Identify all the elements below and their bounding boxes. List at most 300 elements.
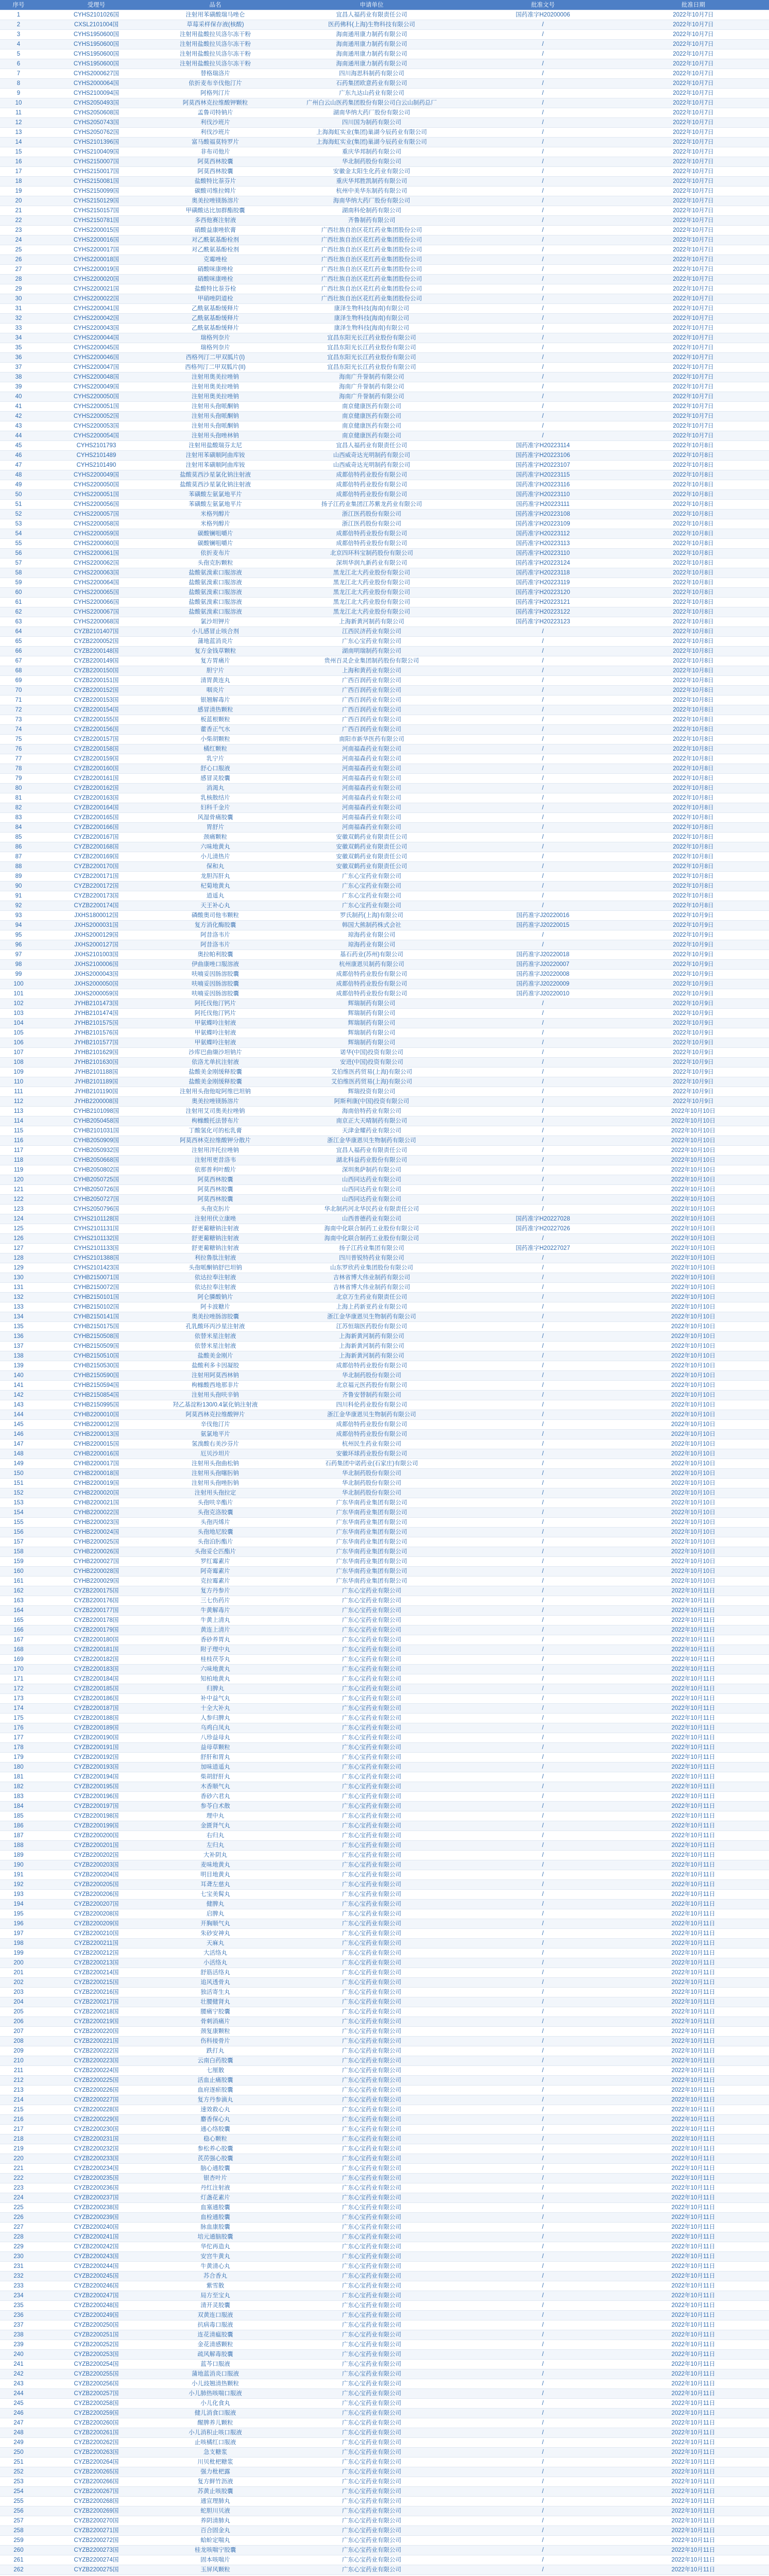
cell-approval-no: / (468, 1146, 618, 1156)
cell-approval-date: 2022年10月11日 (618, 2301, 769, 2311)
cell-approval-no: / (468, 2320, 618, 2330)
table-row (0, 177, 769, 187)
cell-acceptance-no: CYHS1950600国 (37, 30, 156, 40)
cell-approval-date: 2022年10月11日 (618, 2516, 769, 2526)
cell-approval-no: / (468, 382, 618, 392)
cell-approval-no: / (468, 206, 618, 216)
cell-approval-date: 2022年10月11日 (618, 2399, 769, 2409)
table-row (0, 216, 769, 226)
cell-approval-date: 2022年10月9日 (618, 1097, 769, 1107)
cell-product-name: 小儿消积止咳口服液 (156, 2428, 275, 2438)
table-row (0, 2281, 769, 2291)
cell-approval-date: 2022年10月10日 (618, 1322, 769, 1332)
cell-applicant: 广东心宝药业有限公司 (275, 2487, 468, 2497)
cell-product-name: 头孢哌酮钠舒巴坦钠 (156, 1263, 275, 1273)
cell-seq: 63 (0, 617, 37, 627)
cell-acceptance-no: CYHS2101128国 (37, 1214, 156, 1224)
cell-acceptance-no: CYHS2050608国 (37, 108, 156, 118)
cell-applicant: 南阳市新华医药有限公司 (275, 735, 468, 744)
cell-applicant: 河南福森药业有限公司 (275, 784, 468, 793)
cell-approval-date: 2022年10月11日 (618, 2017, 769, 2027)
cell-product-name: 止咳橘红口服液 (156, 2438, 275, 2448)
cell-acceptance-no: CYZB2200175国 (37, 1586, 156, 1596)
cell-seq: 193 (0, 1890, 37, 1900)
cell-approval-no: / (468, 1097, 618, 1107)
cell-seq: 21 (0, 206, 37, 216)
table-row (0, 402, 769, 412)
cell-approval-no: / (468, 1909, 618, 1919)
cell-approval-date: 2022年10月11日 (618, 2477, 769, 2487)
cell-acceptance-no: CYHB2200022国 (37, 1508, 156, 1518)
cell-applicant: 山西同达药业有限公司 (275, 1195, 468, 1205)
cell-approval-no: / (468, 177, 618, 187)
cell-product-name: 归脾丸 (156, 1684, 275, 1694)
cell-approval-date: 2022年10月7日 (618, 59, 769, 69)
table-row (0, 196, 769, 206)
table-row (0, 2301, 769, 2311)
cell-applicant: 广东心宝药业有限公司 (275, 2516, 468, 2526)
cell-acceptance-no: CYHB2150995国 (37, 1400, 156, 1410)
cell-approval-date: 2022年10月10日 (618, 1224, 769, 1234)
cell-seq: 216 (0, 2115, 37, 2125)
cell-seq: 156 (0, 1528, 37, 1537)
table-row (0, 2027, 769, 2037)
cell-seq: 120 (0, 1175, 37, 1185)
cell-product-name: 舒更葡糖钠注射液 (156, 1244, 275, 1253)
cell-seq: 248 (0, 2428, 37, 2438)
table-row (0, 1439, 769, 1449)
cell-acceptance-no: CYHS2200042国 (37, 314, 156, 324)
cell-approval-date: 2022年10月11日 (618, 2095, 769, 2105)
cell-acceptance-no: JYHB2101473国 (37, 999, 156, 1009)
cell-approval-no: 国药准字H20223120 (468, 588, 618, 598)
cell-approval-date: 2022年10月8日 (618, 735, 769, 744)
cell-approval-date: 2022年10月11日 (618, 1811, 769, 1821)
cell-product-name: 感冒清热颗粒 (156, 705, 275, 715)
table-row (0, 1704, 769, 1714)
cell-applicant: 广东心宝药业有限公司 (275, 2262, 468, 2272)
cell-approval-no: / (468, 1410, 618, 1420)
cell-approval-no: 国药准字H20223106 (468, 451, 618, 461)
cell-approval-date: 2022年10月7日 (618, 147, 769, 157)
cell-seq: 145 (0, 1420, 37, 1430)
cell-acceptance-no: CYZB2200196国 (37, 1792, 156, 1802)
cell-approval-date: 2022年10月11日 (618, 2115, 769, 2125)
cell-acceptance-no: CYZB2200157国 (37, 735, 156, 744)
cell-product-name: 连花清瘟胶囊 (156, 2330, 275, 2340)
cell-product-name: 橘红颗粒 (156, 744, 275, 754)
cell-approval-no: / (468, 1537, 618, 1547)
cell-product-name: 华佗再造丸 (156, 2242, 275, 2252)
cell-approval-no: / (468, 2418, 618, 2428)
cell-approval-date: 2022年10月8日 (618, 510, 769, 519)
cell-acceptance-no: CYZB2200192国 (37, 1753, 156, 1762)
cell-product-name: 麝香保心丸 (156, 2115, 275, 2125)
cell-approval-no: / (468, 1351, 618, 1361)
cell-acceptance-no: CYZB2200168国 (37, 842, 156, 852)
cell-seq: 35 (0, 343, 37, 353)
cell-seq: 40 (0, 392, 37, 402)
cell-applicant: 黑龙江北大药业股份有限公司 (275, 598, 468, 607)
cell-approval-no: 国药准字H20227026 (468, 1224, 618, 1234)
cell-product-name: 氨氯地平片 (156, 1430, 275, 1439)
cell-acceptance-no: CYHS2200018国 (37, 255, 156, 265)
cell-acceptance-no: CYZB2200245国 (37, 2272, 156, 2281)
cell-applicant: 黑龙江北大药业股份有限公司 (275, 568, 468, 578)
cell-seq: 101 (0, 989, 37, 999)
cell-product-name: 注射用头孢噻肟钠 (156, 1469, 275, 1479)
cell-applicant: 宜昌东阳光长江药业股份有限公司 (275, 333, 468, 343)
cell-acceptance-no: CYZB2200148国 (37, 647, 156, 656)
cell-acceptance-no: CYZB2200156国 (37, 725, 156, 735)
cell-approval-date: 2022年10月10日 (618, 1488, 769, 1498)
table-row (0, 255, 769, 265)
cell-seq: 163 (0, 1596, 37, 1606)
cell-approval-no: / (468, 255, 618, 265)
cell-approval-date: 2022年10月11日 (618, 2291, 769, 2301)
cell-product-name: 胃舒片 (156, 823, 275, 833)
table-row (0, 989, 769, 999)
cell-applicant: 广东心宝药业有限公司 (275, 1811, 468, 1821)
cell-acceptance-no: CYHB2150594国 (37, 1381, 156, 1391)
cell-applicant: 广东心宝药业有限公司 (275, 901, 468, 911)
cell-approval-date: 2022年10月11日 (618, 2242, 769, 2252)
table-row (0, 2477, 769, 2487)
cell-approval-date: 2022年10月10日 (618, 1439, 769, 1449)
cell-approval-no: / (468, 1312, 618, 1322)
table-row (0, 2134, 769, 2144)
cell-acceptance-no: CYZB2200158国 (37, 744, 156, 754)
cell-product-name: 米格列醇片 (156, 510, 275, 519)
cell-product-name: 头孢地尼胶囊 (156, 1528, 275, 1537)
cell-seq: 245 (0, 2399, 37, 2409)
cell-applicant: 成都倍特药业股份有限公司 (275, 470, 468, 480)
cell-applicant: 琼海药业有限公司 (275, 930, 468, 940)
cell-applicant: 广西百润药业有限公司 (275, 715, 468, 725)
cell-product-name: 头孢泊肟酯片 (156, 1537, 275, 1547)
cell-acceptance-no: JYHB2200008国 (37, 1097, 156, 1107)
table-row (0, 784, 769, 793)
cell-applicant: 广东心宝药业有限公司 (275, 1792, 468, 1802)
table-row (0, 1782, 769, 1792)
cell-approval-no: / (468, 647, 618, 656)
cell-applicant: 广东心宝药业有限公司 (275, 2379, 468, 2389)
cell-approval-no: / (468, 1332, 618, 1342)
cell-approval-no: / (468, 813, 618, 823)
cell-seq: 7 (0, 69, 37, 79)
cell-approval-no: / (468, 2350, 618, 2360)
cell-approval-date: 2022年10月7日 (618, 40, 769, 49)
table-row (0, 363, 769, 372)
cell-approval-no: / (468, 2262, 618, 2272)
cell-acceptance-no: CYZB2200213国 (37, 1958, 156, 1968)
cell-seq: 186 (0, 1821, 37, 1831)
table-row (0, 2105, 769, 2115)
cell-approval-date: 2022年10月10日 (618, 1302, 769, 1312)
cell-applicant: 黑龙江北大药业股份有限公司 (275, 588, 468, 598)
cell-acceptance-no: CYHS2200057国 (37, 510, 156, 519)
table-row (0, 235, 769, 245)
cell-product-name: 右归丸 (156, 1831, 275, 1841)
cell-applicant: 广东心宝药业有限公司 (275, 2477, 468, 2487)
cell-approval-no: / (468, 1058, 618, 1067)
cell-seq: 65 (0, 637, 37, 647)
cell-approval-no: / (468, 1625, 618, 1635)
cell-approval-date: 2022年10月11日 (618, 2526, 769, 2536)
cell-acceptance-no: CYHS2200046国 (37, 353, 156, 363)
table-row (0, 108, 769, 118)
cell-approval-date: 2022年10月10日 (618, 1508, 769, 1518)
cell-seq: 43 (0, 421, 37, 431)
table-row (0, 324, 769, 333)
cell-acceptance-no: CYZB2200221国 (37, 2037, 156, 2046)
table-row (0, 10, 769, 20)
cell-approval-no: / (468, 803, 618, 813)
cell-product-name: 奥美拉唑镁肠溶片 (156, 196, 275, 206)
table-row (0, 2223, 769, 2232)
cell-acceptance-no: JYHB2101189国 (37, 1077, 156, 1087)
cell-approval-date: 2022年10月11日 (618, 2536, 769, 2546)
cell-product-name: 注射用盐酸瑞芬太尼 (156, 441, 275, 451)
cell-product-name: 健脾丸 (156, 1900, 275, 1909)
cell-product-name: 抗病毒口服液 (156, 2320, 275, 2330)
cell-approval-date: 2022年10月8日 (618, 617, 769, 627)
cell-applicant: 广东心宝药业有限公司 (275, 2350, 468, 2360)
table-row (0, 226, 769, 235)
cell-approval-date: 2022年10月9日 (618, 1058, 769, 1067)
cell-applicant: 北京万生药业有限责任公司 (275, 1293, 468, 1302)
cell-approval-no: 国药准字H20223110 (468, 490, 618, 500)
cell-approval-no: / (468, 1439, 618, 1449)
cell-seq: 55 (0, 539, 37, 549)
cell-approval-date: 2022年10月11日 (618, 2389, 769, 2399)
cell-applicant: 广东心宝药业有限公司 (275, 1851, 468, 1860)
cell-acceptance-no: CYZB2200200国 (37, 1831, 156, 1841)
cell-product-name: 盐酸利多卡因凝胶 (156, 1361, 275, 1371)
cell-applicant: 深圳奥萨制药有限公司 (275, 1165, 468, 1175)
cell-acceptance-no: CYHS2200021国 (37, 284, 156, 294)
cell-approval-date: 2022年10月7日 (618, 372, 769, 382)
cell-approval-date: 2022年10月7日 (618, 363, 769, 372)
cell-approval-no: / (468, 1371, 618, 1381)
cell-approval-date: 2022年10月11日 (618, 2409, 769, 2418)
table-row (0, 1557, 769, 1567)
cell-seq: 206 (0, 2017, 37, 2027)
cell-approval-no: / (468, 2115, 618, 2125)
cell-seq: 36 (0, 353, 37, 363)
cell-applicant: 广东心宝药业有限公司 (275, 2095, 468, 2105)
cell-product-name: 金匮肾气丸 (156, 1821, 275, 1831)
cell-applicant: 广东心宝药业有限公司 (275, 637, 468, 647)
cell-seq: 38 (0, 372, 37, 382)
cell-approval-date: 2022年10月11日 (618, 1655, 769, 1665)
cell-applicant: 华北制药河北华民药业有限责任公司 (275, 1205, 468, 1214)
table-row (0, 2007, 769, 2017)
cell-product-name: 醒脾养儿颗粒 (156, 2418, 275, 2428)
cell-acceptance-no: CYHS2200016国 (37, 235, 156, 245)
cell-acceptance-no: CYZB2200234国 (37, 2164, 156, 2174)
cell-seq: 225 (0, 2203, 37, 2213)
cell-approval-date: 2022年10月11日 (618, 1831, 769, 1841)
cell-approval-no: / (468, 1577, 618, 1586)
cell-acceptance-no: CYHS2200043国 (37, 324, 156, 333)
cell-applicant: 辉瑞制药有限公司 (275, 999, 468, 1009)
cell-applicant: 广东心宝药业有限公司 (275, 2115, 468, 2125)
cell-product-name: 复方丹参滴丸 (156, 2095, 275, 2105)
cell-approval-date: 2022年10月11日 (618, 1968, 769, 1978)
cell-product-name: 盐酸氨溴索口服溶液 (156, 607, 275, 617)
cell-approval-no: / (468, 725, 618, 735)
cell-acceptance-no: CYZB2200269国 (37, 2506, 156, 2516)
table-row (0, 872, 769, 882)
cell-product-name: 疏风解毒胶囊 (156, 2350, 275, 2360)
cell-seq: 170 (0, 1665, 37, 1674)
table-row (0, 461, 769, 470)
cell-acceptance-no: JYHB2101188国 (37, 1067, 156, 1077)
cell-product-name: 厄贝沙坦片 (156, 1449, 275, 1459)
cell-approval-date: 2022年10月11日 (618, 1674, 769, 1684)
cell-approval-date: 2022年10月8日 (618, 500, 769, 510)
cell-acceptance-no: CYHB2150509国 (37, 1342, 156, 1351)
cell-approval-no: / (468, 2174, 618, 2183)
cell-acceptance-no: CYZB2200249国 (37, 2311, 156, 2320)
table-row (0, 333, 769, 343)
cell-approval-date: 2022年10月8日 (618, 862, 769, 872)
cell-applicant: 山西同达药业有限公司 (275, 1175, 468, 1185)
cell-approval-no: / (468, 1479, 618, 1488)
cell-approval-date: 2022年10月7日 (618, 167, 769, 177)
table-row (0, 49, 769, 59)
cell-acceptance-no: JYHB2101575国 (37, 1019, 156, 1028)
cell-applicant: 海南中化联合制药工业股份有限公司 (275, 1234, 468, 1244)
cell-seq: 68 (0, 666, 37, 676)
table-row (0, 1283, 769, 1293)
cell-applicant: 天津金耀药业有限公司 (275, 1126, 468, 1136)
cell-seq: 75 (0, 735, 37, 744)
cell-product-name: 阿莫西林胶囊 (156, 1175, 275, 1185)
cell-approval-no: / (468, 157, 618, 167)
cell-approval-no: / (468, 1126, 618, 1136)
cell-approval-date: 2022年10月8日 (618, 872, 769, 882)
cell-product-name: 注射用盐酸拉贝洛尔冻干粉 (156, 30, 275, 40)
cell-acceptance-no: CYHS1950600国 (37, 40, 156, 49)
cell-applicant: 广东心宝药业有限公司 (275, 1997, 468, 2007)
cell-seq: 126 (0, 1234, 37, 1244)
cell-product-name: 紫雪散 (156, 2281, 275, 2291)
cell-acceptance-no: CYZB2200237国 (37, 2193, 156, 2203)
cell-approval-date: 2022年10月10日 (618, 1537, 769, 1547)
cell-approval-no: / (468, 2301, 618, 2311)
cell-approval-date: 2022年10月7日 (618, 304, 769, 314)
cell-product-name: 奥美拉唑镁肠溶片 (156, 1097, 275, 1107)
cell-acceptance-no: CYZB2200274国 (37, 2555, 156, 2565)
cell-applicant: 广东心宝药业有限公司 (275, 1782, 468, 1792)
cell-applicant: 河南福森药业有限公司 (275, 754, 468, 764)
cell-approval-no: / (468, 353, 618, 363)
table-row (0, 1968, 769, 1978)
cell-approval-no: / (468, 314, 618, 324)
cell-approval-no: / (468, 872, 618, 882)
cell-seq: 238 (0, 2330, 37, 2340)
table-row (0, 1635, 769, 1645)
cell-product-name: 左归丸 (156, 1841, 275, 1851)
cell-acceptance-no: CYZB2200183国 (37, 1665, 156, 1674)
cell-applicant: 宜昌人福药业有限责任公司 (275, 441, 468, 451)
cell-product-name: 三七伤药片 (156, 1596, 275, 1606)
cell-product-name: 甲磺酸达比加群酯胶囊 (156, 206, 275, 216)
cell-product-name: 西格列汀二甲双胍片(II) (156, 363, 275, 372)
cell-seq: 113 (0, 1107, 37, 1116)
cell-acceptance-no: CYZB2200207国 (37, 1900, 156, 1909)
cell-seq: 146 (0, 1430, 37, 1439)
cell-seq: 202 (0, 1978, 37, 1988)
table-row (0, 578, 769, 588)
cell-acceptance-no: CYZB2200214国 (37, 1968, 156, 1978)
cell-seq: 96 (0, 940, 37, 950)
cell-approval-date: 2022年10月11日 (618, 2428, 769, 2438)
cell-approval-no: / (468, 1665, 618, 1674)
cell-approval-no: / (468, 1782, 618, 1792)
cell-approval-date: 2022年10月10日 (618, 1528, 769, 1537)
cell-approval-date: 2022年10月11日 (618, 2046, 769, 2056)
cell-applicant: 上海新黄河制药有限公司 (275, 1332, 468, 1342)
cell-acceptance-no: CYHB2050727国 (37, 1195, 156, 1205)
cell-approval-no: 国药准字H20227028 (468, 1214, 618, 1224)
cell-seq: 33 (0, 324, 37, 333)
table-row (0, 979, 769, 989)
cell-acceptance-no: CYZB2200229国 (37, 2115, 156, 2125)
cell-acceptance-no: CYHS2101793 (37, 441, 156, 451)
cell-approval-date: 2022年10月10日 (618, 1371, 769, 1381)
cell-seq: 18 (0, 177, 37, 187)
cell-seq: 220 (0, 2154, 37, 2164)
cell-seq: 89 (0, 872, 37, 882)
cell-acceptance-no: CYZB2200255国 (37, 2369, 156, 2379)
cell-seq: 66 (0, 647, 37, 656)
cell-product-name: 碳酸司维拉姆片 (156, 187, 275, 196)
cell-approval-date: 2022年10月11日 (618, 2144, 769, 2154)
cell-approval-date: 2022年10月8日 (618, 901, 769, 911)
cell-seq: 178 (0, 1743, 37, 1753)
cell-seq: 184 (0, 1802, 37, 1811)
table-row (0, 2125, 769, 2134)
cell-approval-no: / (468, 2409, 618, 2418)
cell-applicant: 广东心宝药业有限公司 (275, 2213, 468, 2223)
cell-product-name: 硝酸益康唑软膏 (156, 226, 275, 235)
cell-acceptance-no: CYZB2200262国 (37, 2438, 156, 2448)
cell-seq: 160 (0, 1567, 37, 1577)
table-row (0, 2506, 769, 2516)
table-row (0, 1567, 769, 1577)
cell-product-name: 安宫牛黄丸 (156, 2252, 275, 2262)
cell-approval-date: 2022年10月8日 (618, 891, 769, 901)
cell-seq: 109 (0, 1067, 37, 1077)
table-row (0, 1714, 769, 1723)
cell-approval-no: / (468, 2379, 618, 2389)
cell-approval-date: 2022年10月11日 (618, 1665, 769, 1674)
cell-product-name: 硝酸咪康唑栓 (156, 275, 275, 284)
cell-seq: 115 (0, 1126, 37, 1136)
table-row (0, 1126, 769, 1136)
cell-approval-no: / (468, 2095, 618, 2105)
cell-product-name: 固本咳喘片 (156, 2555, 275, 2565)
header-seq: 序号 (0, 0, 37, 10)
cell-seq: 17 (0, 167, 37, 177)
cell-acceptance-no: CYHB2150530国 (37, 1361, 156, 1371)
cell-seq: 119 (0, 1165, 37, 1175)
cell-acceptance-no: CYZB2200188国 (37, 1714, 156, 1723)
cell-seq: 221 (0, 2164, 37, 2174)
